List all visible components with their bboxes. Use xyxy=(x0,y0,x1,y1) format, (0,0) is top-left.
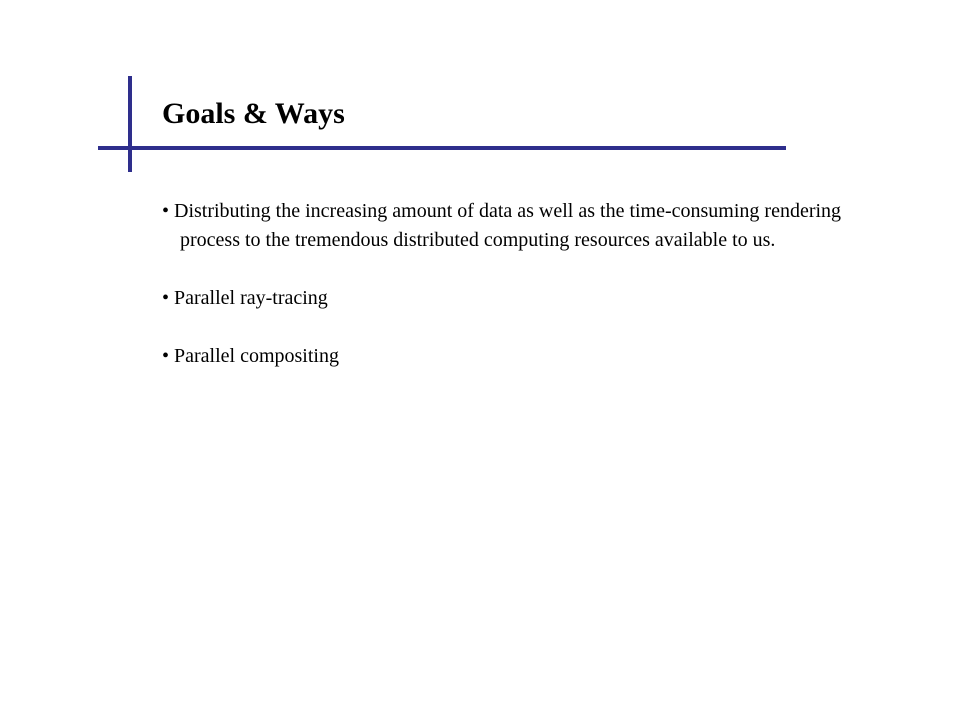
bullet-text: Parallel ray-tracing xyxy=(174,287,328,309)
title-vertical-rule xyxy=(128,76,132,172)
bullet-list xyxy=(162,197,862,400)
bullet-item-distributing xyxy=(162,197,862,255)
bullet-dot-icon: • xyxy=(162,345,170,367)
title-horizontal-rule xyxy=(98,146,786,150)
bullet-text: Parallel compositing xyxy=(174,345,339,367)
bullet-dot-icon: • xyxy=(162,287,170,309)
slide-title: Goals & Ways xyxy=(162,97,345,130)
bullet-text: Distributing the increasing amount of data as well as the time-consuming rendering process to the tremendous distributed computing resources available to us. xyxy=(174,200,842,251)
bullet-item-compositing xyxy=(162,342,862,371)
bullet-dot-icon: • xyxy=(162,200,170,222)
bullet-item-ray-tracing xyxy=(162,284,862,313)
